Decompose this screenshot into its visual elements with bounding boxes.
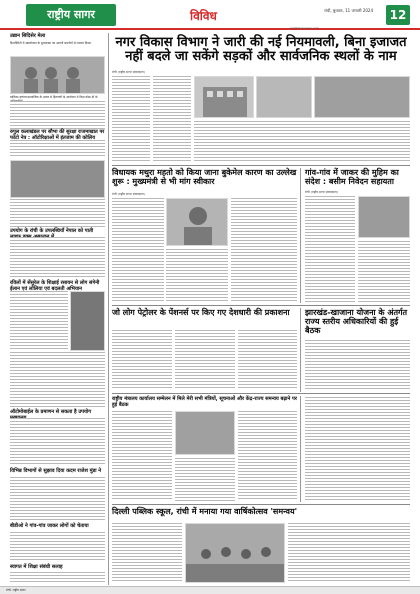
left-story-head: उद्यान सिदिसेर मेला bbox=[10, 33, 46, 39]
left-story4-head: रविलों में सेंसुरेल के शिक्षाई रसायन से लोग संगेनी ईलान एवं लोलिया एवं बदलती अभियान bbox=[10, 280, 100, 292]
center-col1-text bbox=[112, 198, 164, 302]
right-story2-text bbox=[305, 340, 410, 390]
center-photo-portrait bbox=[166, 198, 228, 246]
center-col3-text bbox=[231, 198, 297, 302]
center-story3-photo bbox=[175, 411, 235, 455]
right-col1-text bbox=[305, 196, 355, 302]
left-story4-text-2 bbox=[10, 352, 105, 407]
column-rule-center-3 bbox=[300, 396, 301, 502]
left-story2-text bbox=[10, 140, 105, 158]
left-photo2 bbox=[10, 160, 105, 198]
footer-text: रांची, राष्ट्रीय सागर bbox=[6, 588, 26, 592]
left-story8-head: स्वागत में शिक्षा संबंधी सलाह bbox=[10, 564, 63, 570]
center-story3-col3 bbox=[238, 411, 297, 501]
column-rule-center bbox=[300, 168, 301, 303]
center-story2-col1 bbox=[112, 330, 172, 390]
center-byline: रांची (राष्ट्रीय सागर संवाददाता) bbox=[112, 192, 145, 196]
left-story5-text bbox=[10, 418, 105, 466]
left-story4-text bbox=[10, 291, 68, 349]
left-story-subhead: दिल्लीलिटी में उद्यानोत्सव के सुव्यवस्था का आपनी समर्पणों से राजस्व दिवस bbox=[10, 41, 91, 45]
left-story3-text bbox=[10, 237, 105, 279]
column-rule-left bbox=[108, 33, 109, 585]
stage-event-icon bbox=[186, 524, 285, 583]
masthead bbox=[0, 0, 420, 30]
bottom-story-head: दिल्ली पब्लिक स्कूल, रांची में मनाया गया वार्षिकोत्सव 'समन्वय' bbox=[112, 507, 298, 516]
left-story7-text bbox=[10, 532, 105, 562]
left-story3-head: उपयोग के रांची के उपलब्धियाँ नेपाल को पाती bbox=[10, 228, 94, 234]
center-story2-head: जो लोग पेट्रोलर के पेंशनर्स पर किए गए देशधारी की प्रकाशना bbox=[112, 308, 290, 317]
left-photo bbox=[10, 56, 105, 94]
main-byline: रांची (राष्ट्रीय सागर संवाददाता) bbox=[112, 70, 145, 74]
bottom-col1-text bbox=[112, 523, 182, 583]
main-text-below-photos bbox=[194, 121, 410, 162]
building-icon bbox=[195, 77, 254, 118]
page-number: 12 bbox=[386, 5, 410, 25]
left-text-lines-2 bbox=[10, 199, 105, 227]
center-col2-text bbox=[166, 249, 228, 303]
center-divider-3 bbox=[112, 504, 410, 505]
column-rule-center-2 bbox=[300, 308, 301, 392]
right-byline: रांची (राष्ट्रीय सागर संवाददाता) bbox=[305, 190, 338, 194]
center-story3-head: राष्ट्रीय मंत्रालय कार्यालय सम्मेलन में मिले मेरी सभी मंत्रियों, सूचनाओं और केंद्र-राज्य समन्वय बढ़ाने पर हुई बैठक bbox=[112, 396, 297, 408]
left-story6-text bbox=[10, 477, 105, 521]
center-story3-col1 bbox=[112, 411, 172, 501]
center-story2-col2 bbox=[175, 330, 235, 390]
left-story2-head: रुपुल कलाखंडल पर सौभा की सुरक्षा राजमाखात पर फोटो नेत्र : ऑटोरिक्षाओं में इंतजाम की कोलिय bbox=[10, 129, 105, 141]
left-portrait-photo bbox=[70, 291, 105, 351]
right-photo bbox=[358, 196, 410, 238]
left-story7-head: बीडीओ ने गांव-गांव जाकर लोगों को चेताया bbox=[10, 523, 89, 529]
main-photo-3 bbox=[314, 76, 410, 118]
main-photo-building bbox=[194, 76, 254, 118]
main-headline: नगर विकास विभाग ने जारी की नई नियमावली, बिना इजाजत नहीं बदले जा सकेंगे सड़कों और सार्वजनिक स्थलों के नाम bbox=[115, 35, 407, 65]
dateline: रांची, बुधवार, 11 जनवरी 2024 bbox=[324, 8, 373, 13]
person-icon bbox=[167, 199, 228, 246]
website-link[interactable]: rashtriyasagar.com bbox=[290, 26, 319, 30]
left-story5-head: ऑटोमोबाईल के प्रमाणन से सकता है उपयोग bbox=[10, 409, 92, 415]
left-text-lines bbox=[10, 101, 105, 129]
right-story2-continued bbox=[305, 397, 410, 501]
left-story8-text bbox=[10, 572, 105, 584]
left-story6-head: विभिन्न विभागों से सुझाव दिया कदम राजेश मुंडा ने bbox=[10, 468, 102, 474]
right-story2-head: झारखंड-खाजाना योजना के अंतर्गत राज्य स्तरीय अधिकारियों की हुई बैठक bbox=[305, 308, 408, 335]
right-story-head: गांव-गांव में जाकर की मुहिम का संदेश : बसीम निवेदन सहायता bbox=[305, 168, 399, 186]
main-col2-text bbox=[153, 76, 191, 162]
main-col1-text bbox=[112, 76, 150, 162]
center-story2-col3 bbox=[238, 330, 297, 390]
section-title: विविध bbox=[190, 9, 217, 23]
brand-logo[interactable]: राष्ट्रीय सागर bbox=[26, 4, 116, 26]
center-divider bbox=[112, 305, 410, 306]
bottom-photo bbox=[185, 523, 285, 583]
main-divider bbox=[112, 165, 410, 166]
center-story3-col2 bbox=[175, 458, 235, 501]
left-photo-caption: बालिका-वृत्तांतर/सामाजिक के उत्सव से हितावती के आयोजन मे किस कोऊ डी के bbox=[10, 95, 98, 99]
photo-group-icon bbox=[11, 57, 105, 94]
center-divider-2 bbox=[112, 393, 410, 394]
right-col2-text bbox=[358, 241, 410, 302]
bottom-col2-text bbox=[288, 523, 410, 583]
footer-bar bbox=[0, 586, 420, 594]
main-photo-2 bbox=[256, 76, 312, 118]
center-story-head: विधायक मथुरा महतो को किया जाना बुकेमेल कारण का उल्लेख शुरू : मुख्यमंत्री से भी मांग स्वीकार bbox=[112, 168, 297, 186]
